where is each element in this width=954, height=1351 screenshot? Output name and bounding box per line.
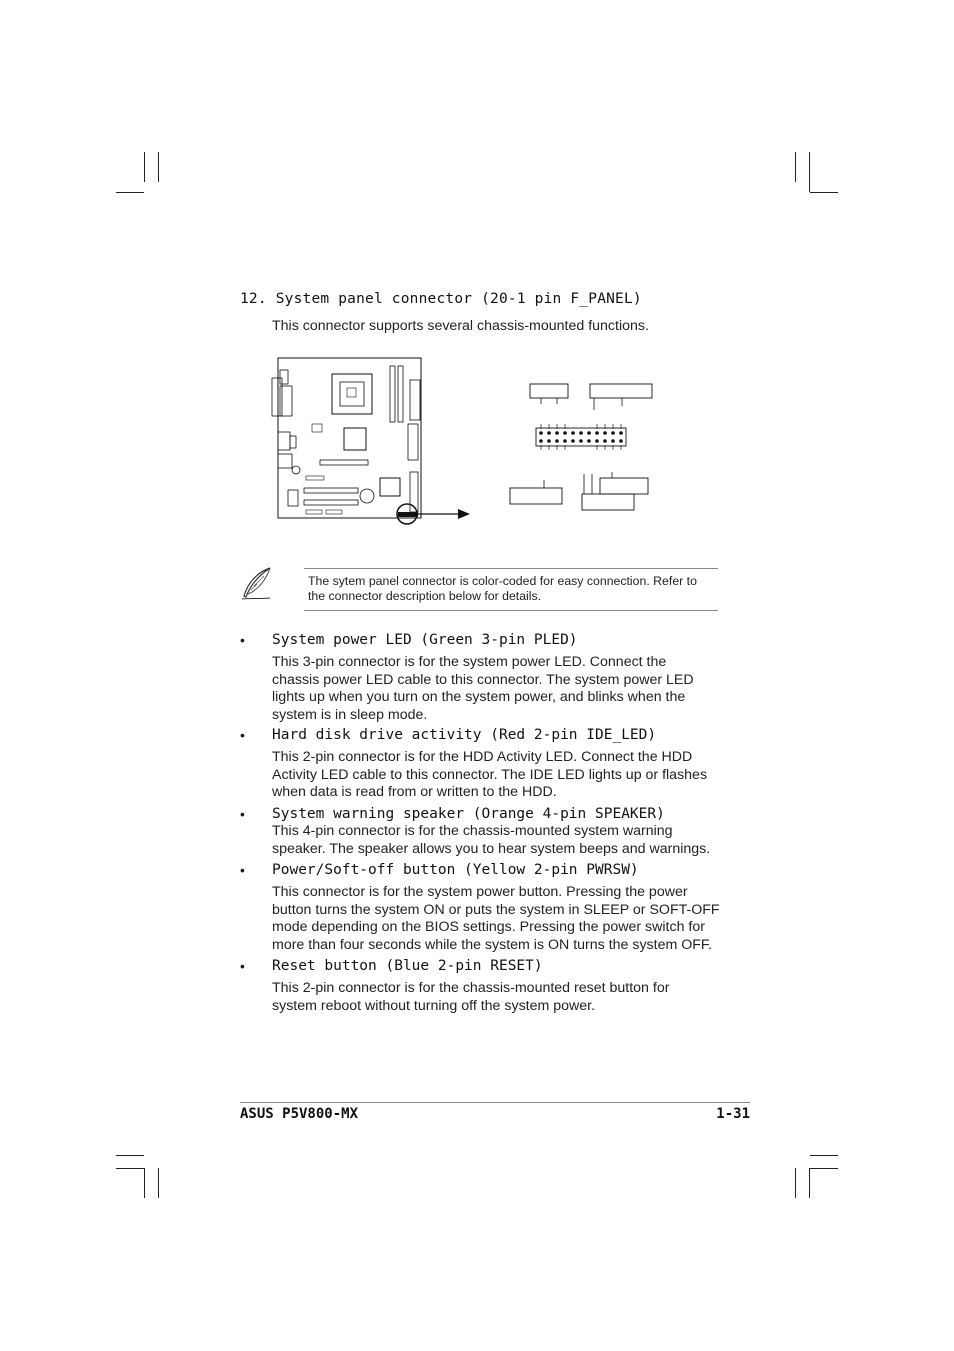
motherboard-layout-diagram bbox=[260, 350, 680, 530]
footer-product: ASUS P5V800-MX bbox=[240, 1106, 359, 1122]
note-text-line1: The sytem panel connector is color-coded for easy connection. Refer to bbox=[308, 574, 697, 588]
bullet-body: This 2-pin connector is for the HDD Activity LED. Connect the HDD Activity LED cable to this connector. The IDE LED lights up or flashes when data is read from or written to the HDD. bbox=[272, 749, 708, 800]
footer-page-number: 1-31 bbox=[716, 1106, 750, 1122]
bullet-body: This 3-pin connector is for the system power LED. Connect the chassis power LED cable to this connector. The system power LED lights up when you turn on the system power, and blinks when the system is in sleep mode. bbox=[272, 654, 694, 723]
bullet-title: System power LED (Green 3-pin PLED) bbox=[272, 632, 578, 648]
section-intro: This connector supports several chassis-mounted functions. bbox=[272, 318, 649, 334]
bullet-body: This 4-pin connector is for the chassis-mounted system warning speaker. The speaker allows you to hear system beeps and warnings. bbox=[272, 823, 711, 857]
bullet-dot: • bbox=[240, 862, 245, 878]
note-text-line2: the connector description below for details. bbox=[308, 589, 542, 603]
bullet-dot: • bbox=[240, 632, 245, 648]
bullet-dot: • bbox=[240, 958, 245, 974]
bullet-title: System warning speaker (Orange 4-pin SPEAKER) bbox=[272, 806, 665, 822]
bullet-title: Power/Soft-off button (Yellow 2-pin PWRSW) bbox=[272, 862, 639, 878]
bullet-body: This connector is for the system power button. Pressing the power button turns the system ON or puts the system in SLEEP or SOFT-OFF mode depending on the BIOS settings. Pressing the power switch for more than four seconds while the system is ON turns the system OFF. bbox=[272, 884, 720, 953]
bullet-body: This 2-pin connector is for the chassis-mounted reset button for system reboot without turning off the system power. bbox=[272, 980, 670, 1014]
footer-rule bbox=[240, 1102, 750, 1103]
bullet-title: Hard disk drive activity (Red 2-pin IDE_LED) bbox=[272, 727, 657, 743]
bullet-dot: • bbox=[240, 727, 245, 743]
section-heading: 12. System panel connector (20-1 pin F_PANEL) bbox=[240, 291, 642, 307]
feather-pen-icon bbox=[240, 566, 274, 602]
bullet-dot: • bbox=[240, 806, 245, 822]
bullet-title: Reset button (Blue 2-pin RESET) bbox=[272, 958, 543, 974]
